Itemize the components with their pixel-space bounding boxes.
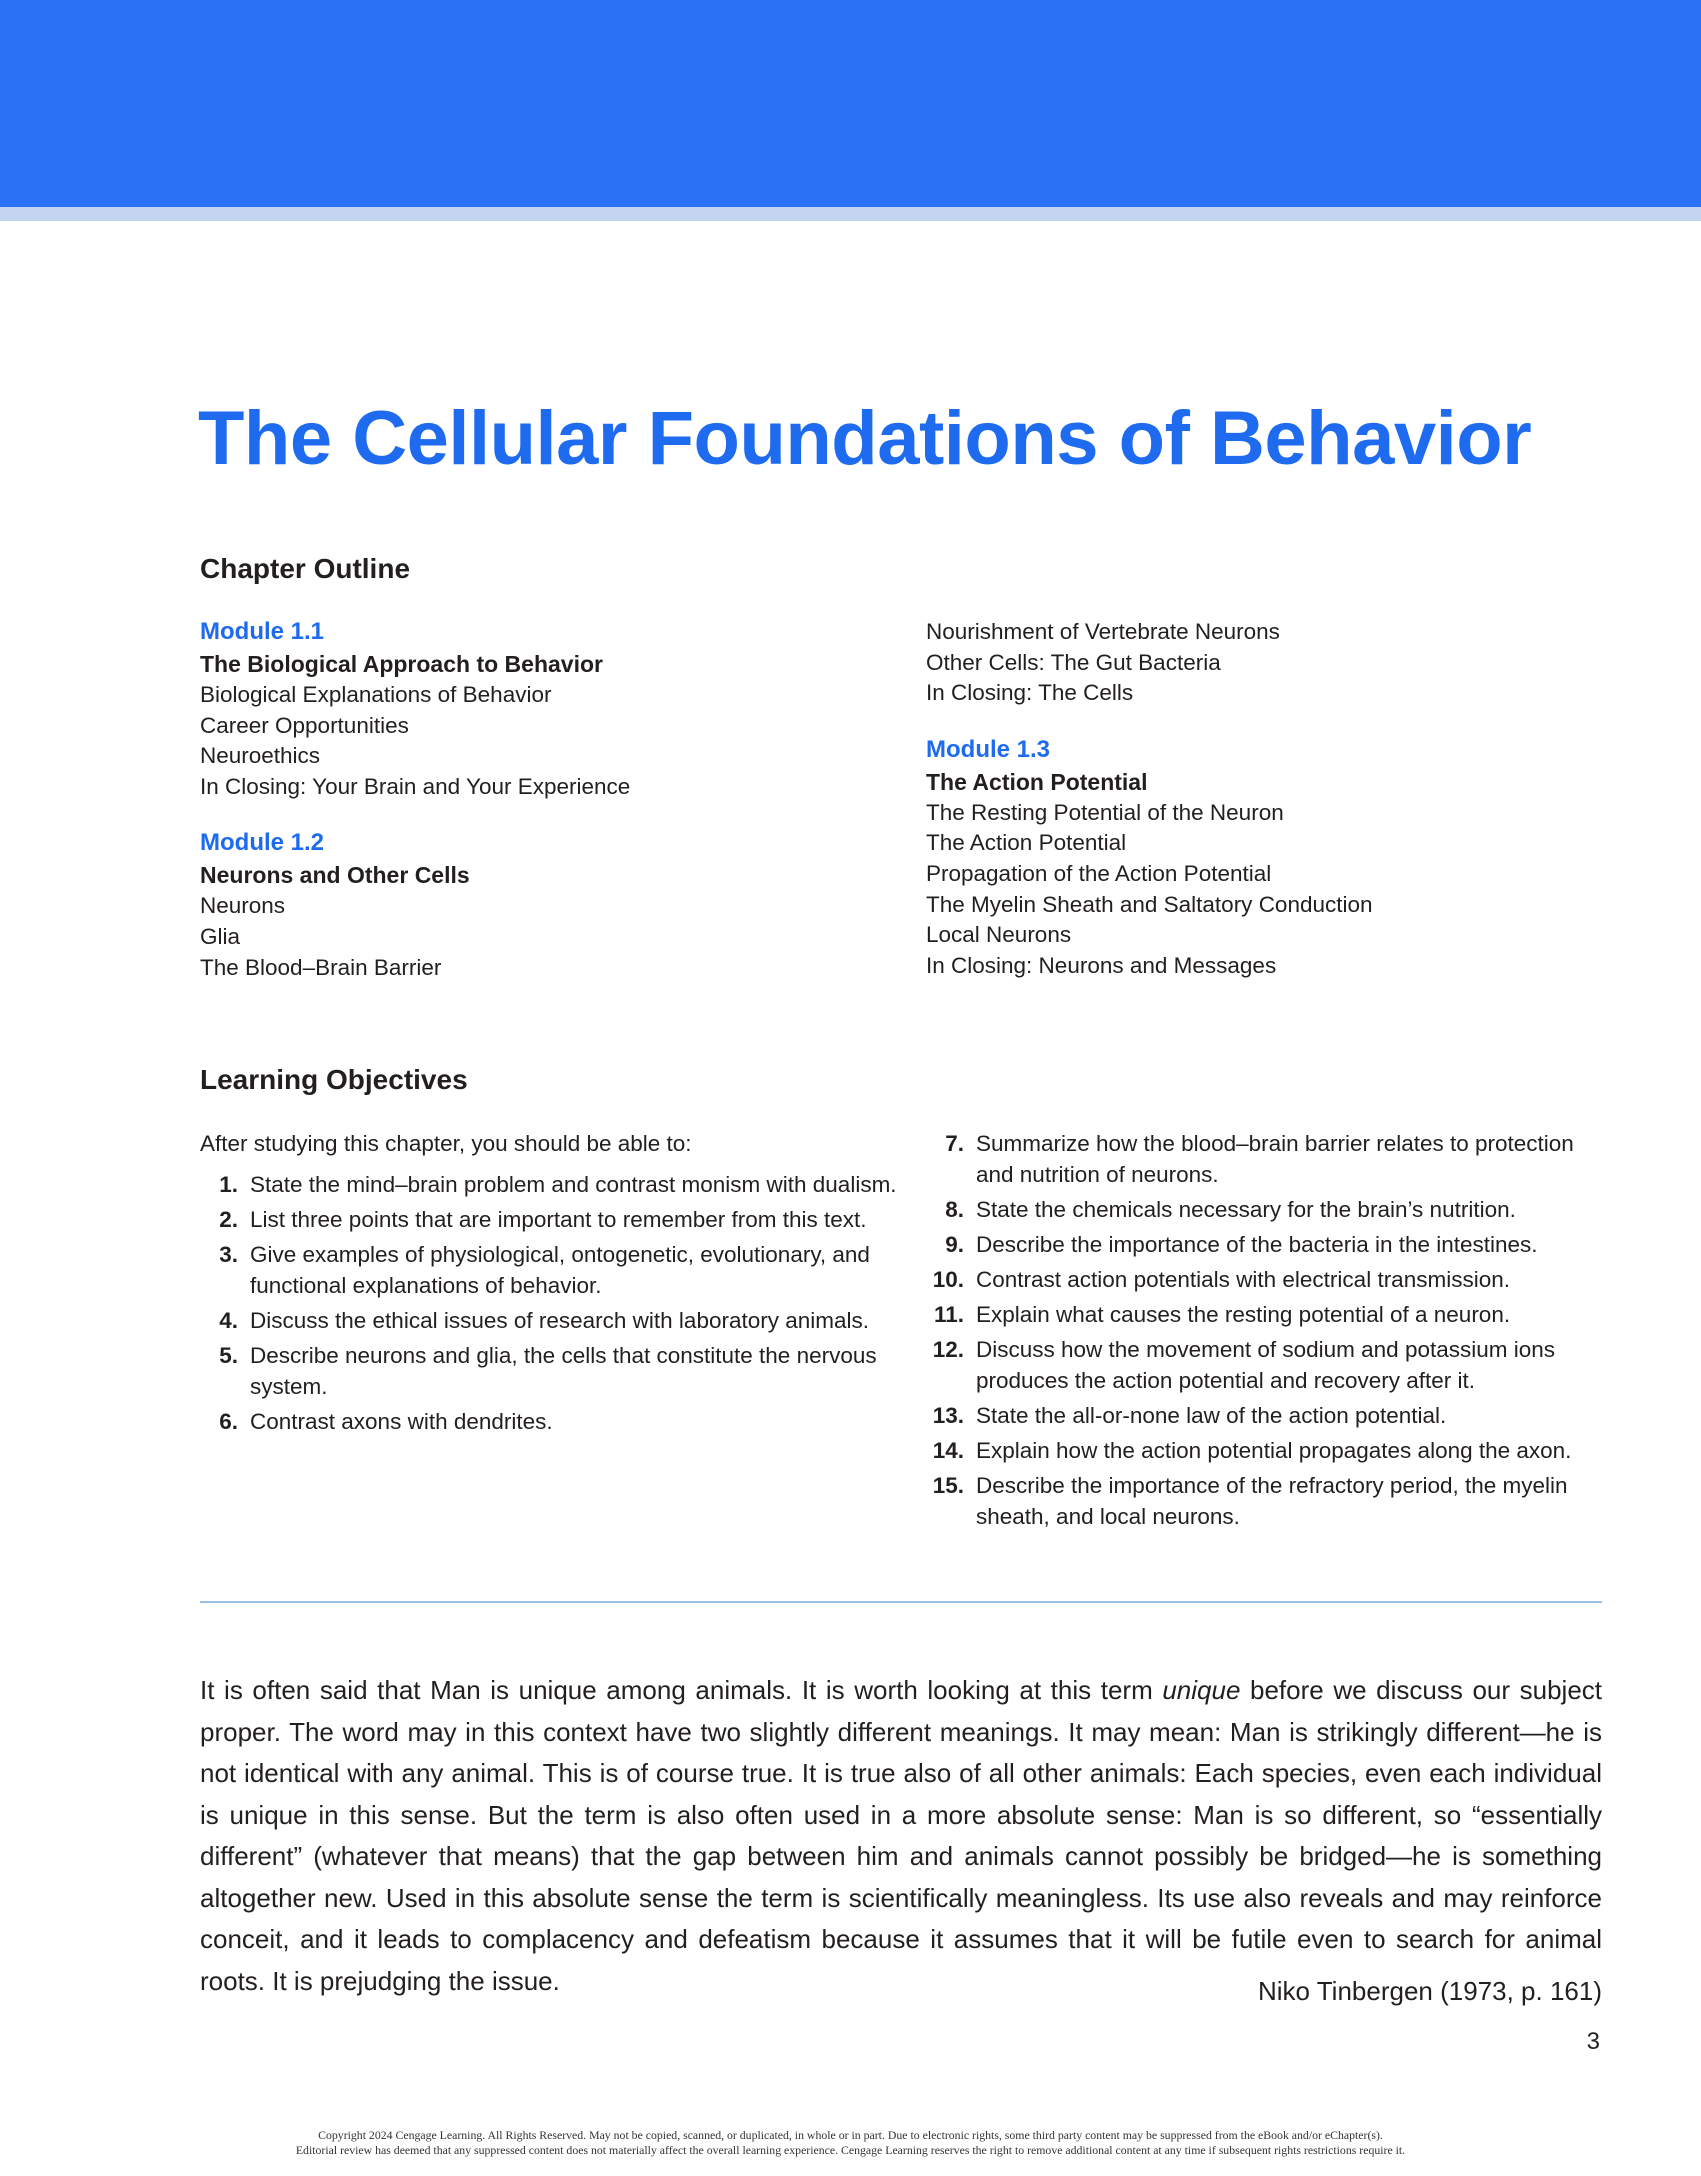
quote-emphasis: unique (1162, 1675, 1241, 1705)
module-label: Module 1.2 (200, 829, 325, 857)
objective-text: Describe neurons and glia, the cells that constitute the nervous system. (250, 1343, 877, 1399)
quote-attribution: Niko Tinbergen (1973, p. 161) (1258, 1976, 1602, 2006)
quote-text: before we discuss our subject proper. The word may in this context have two slightly different meanings. It may mean: Man is strikingly different—he is not identical with any animal. This is of course true. It is true also of all other animals: Each species, even each individual is unique in this sense. But the term is also often used in a more absolute sense: Man is so different, so “essentially different” (whatever that means) that the gap between him and animals cannot possibly be bridged—he is something altogether new. Used in this absolute sense the term is scientifically meaningless. Its use also reveals and may reinforce conceit, and it leads to complacency and defeatism because it assumes that it will be futile even to search for animal roots. It is prejudging the issue. (200, 1675, 1602, 1996)
outline-item: Local Neurons (926, 922, 1072, 948)
objective-item (926, 1264, 1606, 1295)
objective-item (200, 1406, 910, 1437)
objective-text: Contrast action potentials with electrical transmission. (976, 1267, 1510, 1292)
outline-item: Glia (200, 923, 241, 949)
header-color-band (0, 0, 1701, 207)
module-label: Module 1.3 (926, 735, 1051, 763)
outline-right-column (926, 617, 1566, 1005)
objectives-right-column (926, 1128, 1606, 1536)
objective-text: Explain how the action potential propagates along the axon. (976, 1438, 1572, 1463)
outline-item: Propagation of the Action Potential (926, 860, 1272, 886)
objective-number: 9. (945, 1232, 964, 1257)
module-1-2 (200, 826, 840, 983)
objective-item (926, 1229, 1606, 1260)
outline-item: In Closing: The Cells (926, 680, 1134, 706)
objective-item (200, 1204, 910, 1235)
copyright-line: Editorial review has deemed that any suppressed content does not materially affect the overall learning experience. Cengage Learning reserves the right to remove additional content at any time if subsequent rights restrictions require it. (295, 2143, 1406, 2157)
objective-number: 3. (219, 1242, 238, 1267)
objective-text: State the chemicals necessary for the brain’s nutrition. (976, 1197, 1516, 1222)
outline-item: Career Opportunities (200, 712, 409, 738)
objective-number: 2. (219, 1207, 238, 1232)
page-number: 3 (1586, 2028, 1600, 2055)
outline-item: Neurons (200, 893, 286, 919)
objectives-heading: Learning Objectives (200, 1064, 468, 1095)
outline-item: The Myelin Sheath and Saltatory Conduction (926, 891, 1373, 917)
objective-number: 12. (932, 1337, 964, 1362)
module-title: The Action Potential (926, 768, 1148, 795)
outline-item: Other Cells: The Gut Bacteria (926, 649, 1221, 675)
objective-number: 6. (219, 1409, 238, 1434)
objective-text: Summarize how the blood–brain barrier relates to protection and nutrition of neurons. (976, 1131, 1574, 1187)
objective-number: 11. (933, 1302, 964, 1327)
objective-item (200, 1305, 910, 1336)
objective-item (926, 1435, 1606, 1466)
module-1-2-continued (926, 617, 1566, 709)
objective-number: 10. (932, 1267, 964, 1292)
outline-item: Neuroethics (200, 743, 321, 769)
objectives-intro: After studying this chapter, you should be able to: (200, 1131, 692, 1156)
objective-text: Discuss how the movement of sodium and potassium ions produces the action potential and recovery after it. (976, 1337, 1556, 1393)
module-label: Module 1.1 (200, 618, 325, 645)
objective-item (926, 1334, 1606, 1396)
objective-number: 5. (219, 1343, 238, 1368)
outline-item: Nourishment of Vertebrate Neurons (926, 619, 1280, 644)
objective-item (926, 1299, 1606, 1330)
outline-heading: Chapter Outline (200, 553, 411, 584)
outline-item: Biological Explanations of Behavior (200, 682, 552, 707)
objective-number: 4. (219, 1308, 238, 1333)
outline-left-column (200, 615, 840, 1007)
objective-item (926, 1400, 1606, 1431)
objectives-left-column (200, 1128, 910, 1441)
objective-number: 15. (932, 1473, 964, 1498)
objective-number: 8. (945, 1197, 964, 1222)
outline-item: The Resting Potential of the Neuron (926, 799, 1284, 825)
objective-text: State the all-or-none law of the action potential. (976, 1403, 1447, 1428)
objective-text: List three points that are important to remember from this text. (250, 1207, 867, 1232)
objective-item (200, 1169, 910, 1200)
outline-item: The Blood–Brain Barrier (200, 954, 442, 980)
objective-text: Describe the importance of the bacteria in the intestines. (976, 1232, 1538, 1257)
outline-item: The Action Potential (926, 830, 1127, 856)
section-divider (200, 1601, 1602, 1603)
copyright-line: Copyright 2024 Cengage Learning. All Rights Reserved. May not be copied, scanned, or duplicated, in whole or in part. Due to electronic rights, some third party content may be suppressed from the eBook and/or eChapter(s). (318, 2128, 1383, 2142)
objective-item (926, 1470, 1606, 1532)
copyright-notice (150, 2128, 1551, 2158)
objective-item (200, 1239, 910, 1301)
chapter-title: The Cellular Foundations of Behavior (198, 396, 1532, 481)
outline-item: In Closing: Your Brain and Your Experience (200, 773, 631, 799)
objective-item (200, 1340, 910, 1402)
module-1-1 (200, 615, 840, 802)
objective-text: Discuss the ethical issues of research with laboratory animals. (250, 1308, 870, 1333)
header-band-shadow (0, 207, 1701, 221)
objective-text: Explain what causes the resting potential of a neuron. (976, 1302, 1511, 1327)
module-title: The Biological Approach to Behavior (200, 651, 603, 677)
module-title: Neurons and Other Cells (200, 862, 470, 889)
epigraph-quote (200, 1670, 1602, 2002)
objective-text: Describe the importance of the refractory period, the myelin sheath, and local neurons. (976, 1473, 1568, 1529)
objective-number: 13. (932, 1403, 964, 1428)
quote-text: It is often said that Man is unique among animals. It is worth looking at this term (200, 1675, 1163, 1705)
outline-item: In Closing: Neurons and Messages (926, 952, 1277, 978)
objective-item (926, 1128, 1606, 1190)
objective-text: State the mind–brain problem and contrast monism with dualism. (250, 1172, 897, 1197)
objective-text: Contrast axons with dendrites. (250, 1409, 553, 1434)
objective-item (926, 1194, 1606, 1225)
objective-number: 1. (219, 1172, 238, 1197)
objective-text: Give examples of physiological, ontogenetic, evolutionary, and functional explanations of behavior. (250, 1242, 870, 1298)
objective-number: 7. (945, 1131, 964, 1156)
module-1-3 (926, 733, 1566, 982)
objective-number: 14. (932, 1438, 964, 1463)
